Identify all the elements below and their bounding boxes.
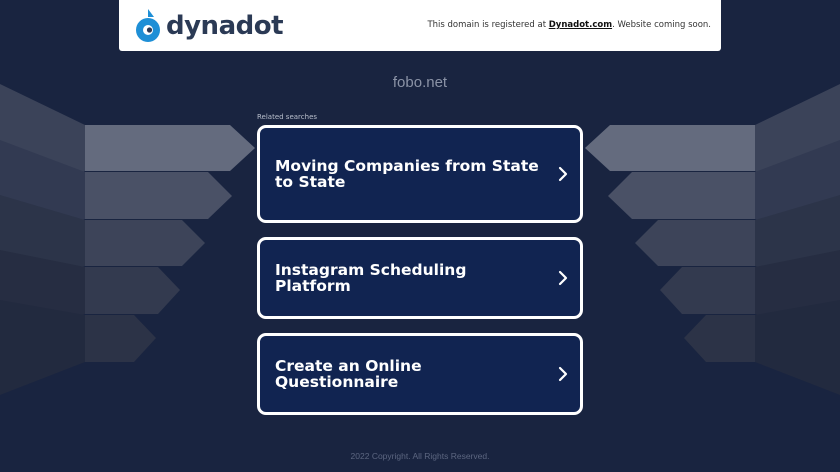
- chevron-right-icon: [558, 270, 568, 286]
- registration-notice: [427, 20, 711, 30]
- top-banner: [119, 0, 721, 51]
- related-search-link-1[interactable]: [257, 125, 583, 223]
- domain-name: fobo.net: [392, 74, 448, 91]
- related-search-label: Instagram Scheduling Platform: [275, 261, 467, 295]
- dynadot-link[interactable]: Dynadot.com: [548, 20, 613, 30]
- related-searches-label: Related searches: [257, 113, 318, 121]
- related-search-link-2[interactable]: [257, 237, 583, 319]
- chevron-right-icon: [558, 166, 568, 182]
- related-search-link-3[interactable]: [257, 333, 583, 415]
- notice-suffix: . Website coming soon.: [612, 20, 711, 30]
- related-search-label: Create an Online Questionnaire: [275, 357, 422, 391]
- copyright-text: 2022 Copyright. All Rights Reserved.: [350, 451, 490, 461]
- logo-text: dynadot: [166, 11, 284, 41]
- chevron-right-icon: [558, 366, 568, 382]
- related-search-label: Moving Companies from State to State: [275, 157, 539, 191]
- notice-prefix: This domain is registered at: [427, 20, 549, 30]
- dynadot-logo-icon: [134, 8, 162, 44]
- dynadot-logo[interactable]: [134, 8, 283, 44]
